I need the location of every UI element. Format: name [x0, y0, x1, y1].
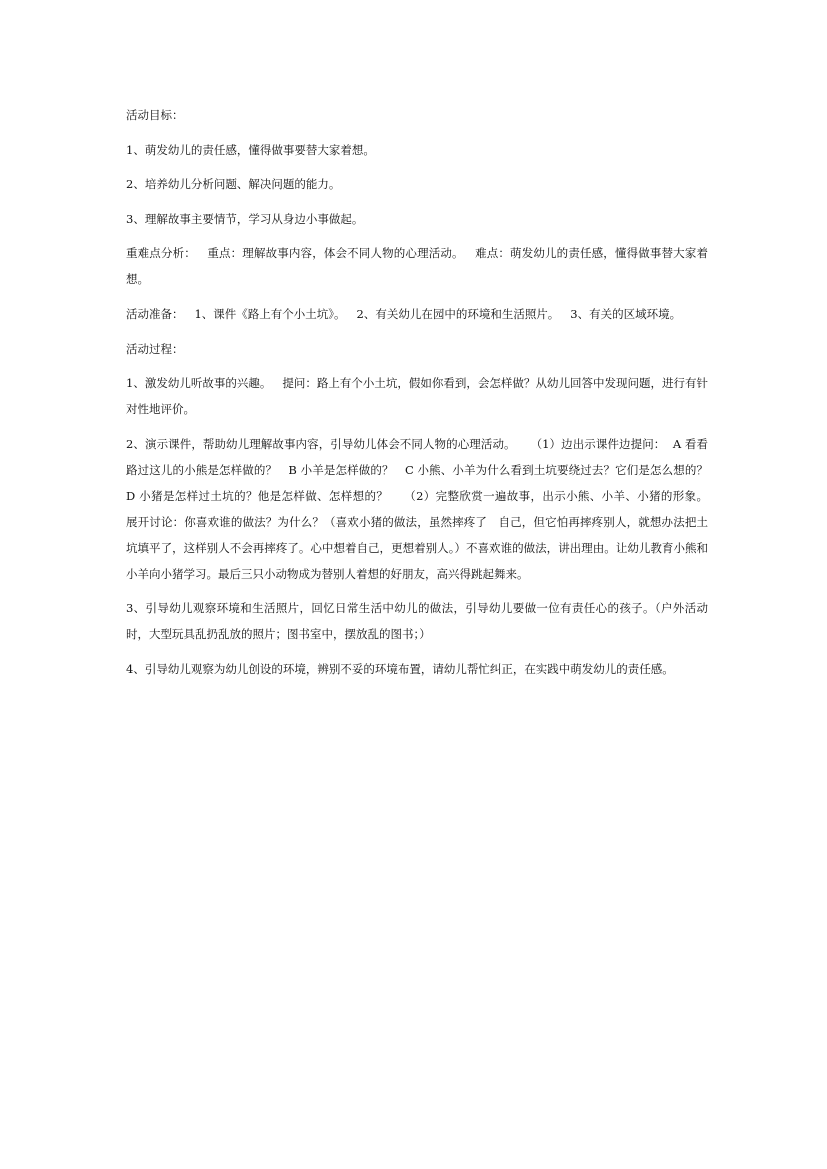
- goal-item-2: 2、培养幼儿分析问题、解决问题的能力。: [126, 177, 341, 192]
- key-points-analysis: 重难点分析： 重点：理解故事内容，体会不同人物的心理活动。 难点：萌发幼儿的责任感，懂得做事替大家着想。: [126, 246, 708, 287]
- process-step-4: 4、引导幼儿观察为幼儿创设的环境，辨别不妥的环境布置，请幼儿帮忙纠正，在实践中萌发幼儿的责任感。: [126, 661, 674, 676]
- process-step-3: 3、引导幼儿观察环境和生活照片，回忆日常生活中幼儿的做法，引导幼儿要做一位有责任心的孩子。（户外活动时，大型玩具乱扔乱放的照片；图书室中，摆放乱的图书；）: [126, 601, 708, 642]
- goal-item-1: 1、萌发幼儿的责任感，懂得做事要替大家着想。: [126, 142, 375, 157]
- heading-activity-process: 活动过程：: [126, 341, 184, 356]
- goal-item-3: 3、理解故事主要情节，学习从身边小事做起。: [126, 211, 364, 226]
- activity-preparation: 活动准备： 1、课件《路上有个小土坑》。 2、有关幼儿在园中的环境和生活照片。 3、有关的区域环境。: [126, 306, 682, 321]
- heading-activity-goals: 活动目标：: [126, 108, 184, 122]
- process-step-1: 1、激发幼儿听故事的兴趣。 提问：路上有个小土坑，假如你看到，会怎样做？从幼儿回答中发现问题，进行有针对性地评价。: [126, 376, 708, 417]
- process-step-2: 2、演示课件，帮助幼儿理解故事内容，引导幼儿体会不同人物的心理活动。 （1）边出示课件边提问： A 看看路过这儿的小熊是怎样做的？ B 小羊是怎样做的？ C 小熊、小羊为什么看到土坑要绕过去？它们是怎么想的？ D 小猪是怎样过土坑的？他是怎样做、怎样想的？ （2）完整欣赏一遍故事，出示小熊、小羊、小猪的形象。 展开讨论：你喜欢谁的做法？为什么？（喜欢小猪的做法，虽然摔疼了 自己，但它怕再摔疼别人，就想办法把土坑填平了，这样别人不会再摔疼了。心中想着自己，更想着别人。）不喜欢谁的做法，讲出理由。让幼儿教育小熊和小羊向小猪学习。最后三只小动物成为替别人着想的好朋友，高兴得跳起舞来。: [126, 436, 719, 581]
- document-page: [126, 102, 719, 691]
